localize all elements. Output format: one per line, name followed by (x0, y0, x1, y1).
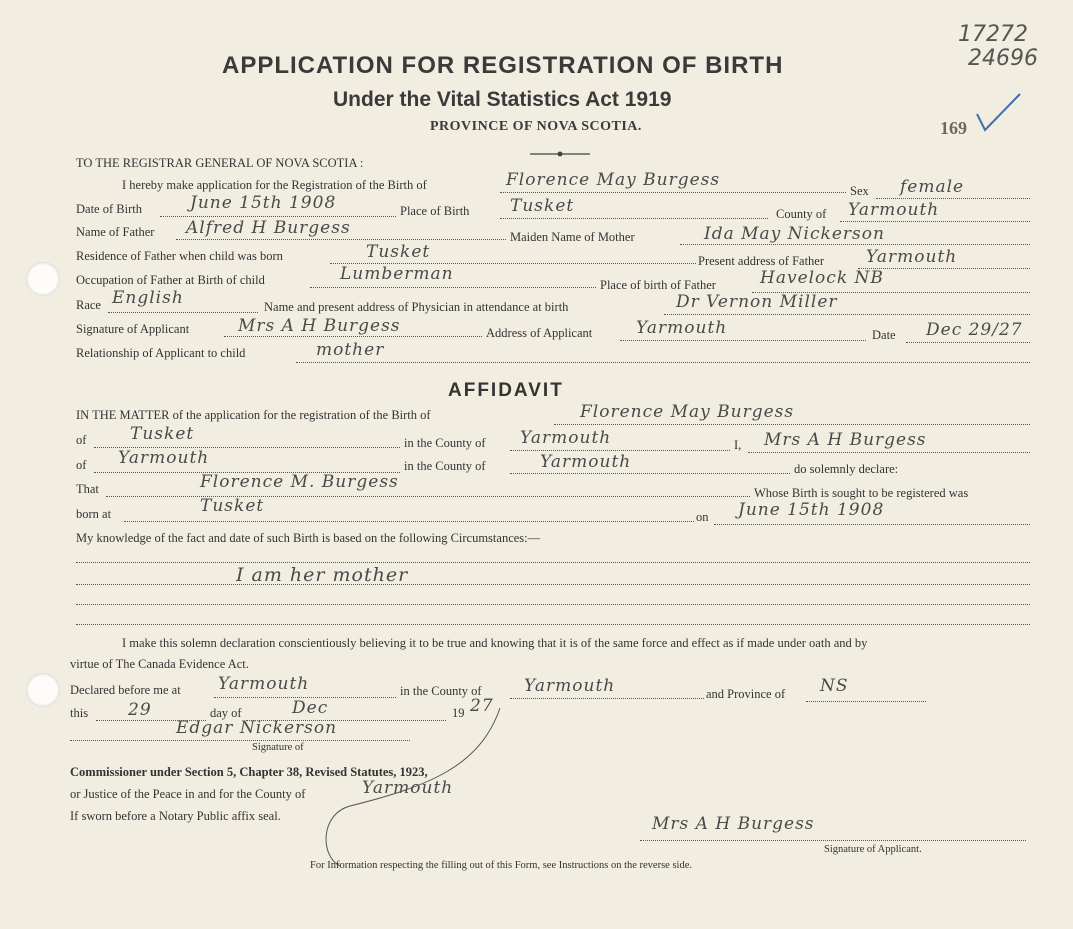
present-address-label: Present address of Father (698, 254, 825, 268)
born-at-value: Tusket (200, 496, 265, 516)
county1-value: Yarmouth (520, 428, 612, 448)
applicant-address-label: Address of Applicant (486, 326, 593, 340)
applicant-address-value: Yarmouth (636, 318, 728, 338)
sex-label: Sex (850, 184, 869, 198)
place-of-birth-value: Tusket (510, 196, 575, 216)
day-value: 29 (128, 700, 152, 720)
residence-label: Residence of Father when child was born (76, 249, 283, 263)
father-birthplace-value: Havelock NB (760, 268, 884, 288)
declaration-text-2: virtue of The Canada Evidence Act. (70, 657, 249, 671)
signature-value: Mrs A H Burgess (238, 316, 401, 336)
this-label: this (70, 706, 89, 720)
of1-label: of (76, 433, 87, 447)
punch-hole (26, 262, 60, 296)
year-suffix-value: 27 (470, 696, 494, 716)
applicant-signature-label: Signature of Applicant. (824, 844, 922, 855)
province-heading: PROVINCE OF NOVA SCOTIA. (430, 119, 642, 134)
pen-flourish (310, 706, 510, 876)
date-value: Dec 29/27 (926, 320, 1023, 340)
day-of-label: day of (210, 706, 242, 720)
father-birthplace-label: Place of birth of Father (600, 278, 716, 292)
race-label: Race (76, 298, 101, 312)
relationship-label: Relationship of Applicant to child (76, 346, 246, 360)
declaration-text-1: I make this solemn declaration conscientiously believing it to be true and knowing that it is of the same force and effect as if made under oath and by (122, 636, 868, 650)
signature-label: Signature of Applicant (76, 322, 190, 336)
mother-label: Maiden Name of Mother (510, 230, 635, 244)
declared-at-label: Declared before me at (70, 683, 181, 697)
punch-hole (26, 673, 60, 707)
month-value: Dec (292, 698, 329, 718)
race-value: English (112, 288, 184, 308)
present-address-value: Yarmouth (866, 247, 958, 267)
applicant-signature: Mrs A H Burgess (652, 814, 815, 834)
dob-label: Date of Birth (76, 202, 142, 216)
occupation-value: Lumberman (340, 264, 454, 284)
father-value: Alfred H Burgess (186, 218, 351, 238)
county-value: Yarmouth (848, 200, 940, 220)
commissioner-signature: Edgar Nickerson (176, 718, 338, 738)
county2-value: Yarmouth (540, 452, 632, 472)
form-title: APPLICATION FOR REGISTRATION OF BIRTH (222, 52, 784, 79)
residence-value: Tusket (366, 242, 431, 262)
request-label: I hereby make application for the Registration of the Birth of (122, 178, 427, 192)
declare-label: do solemnly declare: (794, 462, 899, 476)
justice-county-value: Yarmouth (362, 778, 454, 798)
county1-label: in the County of (404, 436, 486, 450)
notary-text: If sworn before a Notary Public affix seal. (70, 809, 281, 823)
province-label: and Province of (706, 687, 786, 701)
born-at-label: born at (76, 507, 112, 521)
sex-value: female (900, 177, 965, 197)
footer-instructions: For Information respecting the filling out of this Form, see Instructions on the reverse side. (310, 860, 693, 871)
county3-label: in the County of (400, 684, 482, 698)
county3-value: Yarmouth (524, 676, 616, 696)
year-prefix: 19 (452, 706, 465, 720)
whose-birth-label: Whose Birth is sought to be registered was (754, 486, 969, 500)
declared-at-value: Yarmouth (218, 674, 310, 694)
physician-value: Dr Vernon Miller (676, 292, 838, 312)
dob-value: June 15th 1908 (190, 193, 337, 213)
date-label: Date (872, 328, 896, 342)
occupation-label: Occupation of Father at Birth of child (76, 273, 265, 287)
province-value: NS (820, 676, 849, 696)
affidavit-heading: AFFIDAVIT (448, 380, 564, 401)
ornament-divider (530, 144, 590, 150)
on-label: on (696, 510, 709, 524)
physician-label: Name and present address of Physician in attendance at birth (264, 300, 569, 314)
commissioner-text: Commissioner under Section 5, Chapter 38, Revised Statutes, 1923, (70, 765, 428, 779)
of2-label: of (76, 458, 87, 472)
circumstance-value: I am her mother (236, 564, 409, 586)
of1-value: Tusket (130, 424, 195, 444)
born-on-value: June 15th 1908 (738, 500, 885, 520)
knowledge-label: My knowledge of the fact and date of such Birth is based on the following Circumstances:— (76, 531, 541, 545)
form-subtitle: Under the Vital Statistics Act 1919 (333, 88, 672, 111)
matter-name-value: Florence May Burgess (580, 402, 795, 422)
relationship-value: mother (316, 340, 385, 360)
check-mark-icon (975, 92, 1025, 137)
justice-text: or Justice of the Peace in and for the County of (70, 787, 306, 801)
that-label: That (76, 482, 99, 496)
stamp-number: 169 (940, 118, 967, 138)
place-of-birth-label: Place of Birth (400, 204, 470, 218)
signature-of-label: Signature of (252, 742, 304, 753)
that-name-value: Florence M. Burgess (200, 472, 399, 492)
file-number-1: 17272 (958, 22, 1028, 47)
declarant-value: Mrs A H Burgess (764, 430, 927, 450)
file-number-2: 24696 (968, 46, 1038, 71)
county2-label: in the County of (404, 459, 486, 473)
to-registrar-line: TO THE REGISTRAR GENERAL OF NOVA SCOTIA : (76, 156, 364, 170)
child-name-value: Florence May Burgess (506, 170, 721, 190)
county-label: County of (776, 207, 827, 221)
mother-value: Ida May Nickerson (704, 224, 885, 244)
of2-value: Yarmouth (118, 448, 210, 468)
father-label: Name of Father (76, 225, 155, 239)
i-label: I, (734, 438, 742, 452)
matter-label: IN THE MATTER of the application for the registration of the Birth of (76, 408, 431, 422)
